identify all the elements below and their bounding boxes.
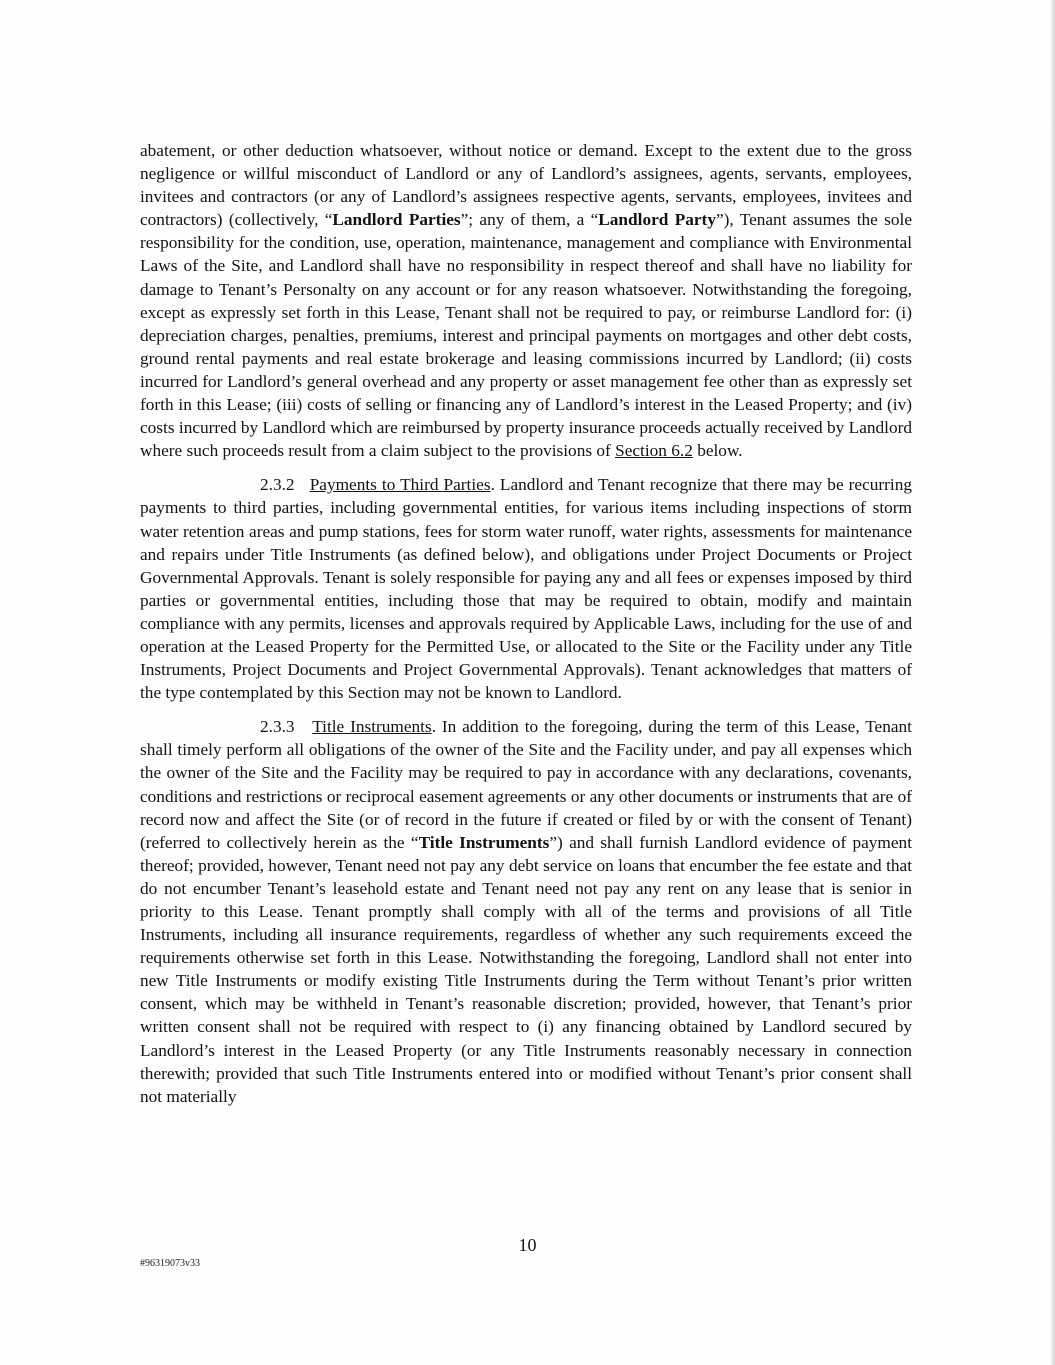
section-heading: Payments to Third Parties bbox=[309, 475, 491, 495]
section-2-3-3 bbox=[140, 715, 912, 1108]
section-heading: Title Instruments bbox=[312, 717, 432, 737]
defined-term-landlord-parties: Landlord Parties bbox=[332, 210, 461, 230]
section-text: . In addition to the foregoing, during the term of this Lease, Tenant shall timely perform all obligations of the owner of the Site and the Facility under, and pay all expenses which the owner of the Site and the Facility may be required to pay in accordance with any declarations, covenants, conditions and restrictions or reciprocal easement agreements or any other documents or instruments that are of record now and affect the Site (or of record in the future if created or filed by or with the consent of Tenant) (referred to collectively herein as the “ bbox=[140, 717, 912, 852]
section-number: 2.3.3 bbox=[260, 717, 295, 737]
document-id: #96319073v33 bbox=[140, 1258, 200, 1269]
paragraph-text: ”; any of them, a “ bbox=[460, 210, 599, 230]
section-2-3-2 bbox=[140, 473, 912, 704]
section-text: . Landlord and Tenant recognize that there may be recurring payments to third parties, including governmental entities, for various items including inspections of storm water retention areas and pump stations, fees for storm water runoff, water rights, assessments for maintenance and repairs under Title Instruments (as defined below), and obligations under Project Documents or Project Governmental Approvals. Tenant is solely responsible for paying any and all fees or expenses imposed by third parties or governmental entities, including those that may be required to obtain, modify and maintain compliance with any permits, licenses and approvals required by Applicable Laws, including for the use of and operation at the Leased Property for the Permitted Use, or allocated to the Site or the Facility under any Title Instruments, Project Documents and Project Governmental Approvals). Tenant acknowledges that matters of the type contemplated by this Section may not be known to Landlord. bbox=[140, 475, 912, 703]
paragraph-text: abatement, or other deduction whatsoever, without notice or demand. Except to the extent due to the gross negligence or willful misconduct of Landlord or any of Landlord’s assignees, agents, servants, employees, invitees and contractors (or any of Landlord’s assignees respective agents, servants, employees, invitees and contractors) (collectively, “ bbox=[140, 141, 912, 230]
defined-term-landlord-party: Landlord Party bbox=[598, 210, 716, 230]
paragraph-text: ”), Tenant assumes the sole responsibility for the condition, use, operation, maintenance, management and compliance with Environmental Laws of the Site, and Landlord shall have no responsibility in respect thereof and shall have no liability for damage to Tenant’s Personalty on any account or for any reason whatsoever. Notwithstanding the foregoing, except as expressly set forth in this Lease, Tenant shall not be required to pay, or reimburse Landlord for: (i) depreciation charges, penalties, premiums, interest and principal payments on mortgages and other debt costs, ground rental payments and real estate brokerage and leasing commissions incurred by Landlord; (ii) costs incurred for Landlord’s general overhead and any property or asset management fee other than as expressly set forth in this Lease; (iii) costs of selling or financing any of Landlord’s interest in the Leased Property; and (iv) costs incurred by Landlord which are reimbursed by property insurance proceeds actually received by Landlord where such proceeds result from a claim subject to the provisions of bbox=[140, 210, 912, 461]
section-text: ”) and shall furnish Landlord evidence of payment thereof; provided, however, Tenant need not pay any debt service on loans that encumber the fee estate and that do not encumber Tenant’s leasehold estate and Tenant need not pay any rent on any lease that is senior in priority to this Lease. Tenant promptly shall comply with all of the terms and provisions of all Title Instruments, including all insurance requirements, regardless of whether any such requirements exceed the requirements otherwise set forth in this Lease. Notwithstanding the foregoing, Landlord shall not enter into new Title Instruments or modify existing Title Instruments during the Term without Tenant’s prior written consent, which may be withheld in Tenant’s reasonable discretion; provided, however, that Tenant’s prior written consent shall not be required with respect to (i) any financing obtained by Landlord secured by Landlord’s interest in the Leased Property (or any Title Instruments reasonably necessary in connection therewith; provided that such Title Instruments entered into or modified without Tenant’s prior consent shall not materially bbox=[140, 832, 912, 1106]
page-edge-shadow bbox=[1051, 0, 1055, 1365]
section-number: 2.3.2 bbox=[260, 475, 295, 495]
paragraph-text: below. bbox=[692, 441, 743, 461]
page-number: 10 bbox=[518, 1235, 537, 1255]
document-body bbox=[140, 139, 912, 1108]
section-reference: Section 6.2 bbox=[615, 441, 693, 461]
defined-term-title-instruments: Title Instruments bbox=[418, 832, 550, 852]
paragraph-continued bbox=[140, 139, 912, 462]
